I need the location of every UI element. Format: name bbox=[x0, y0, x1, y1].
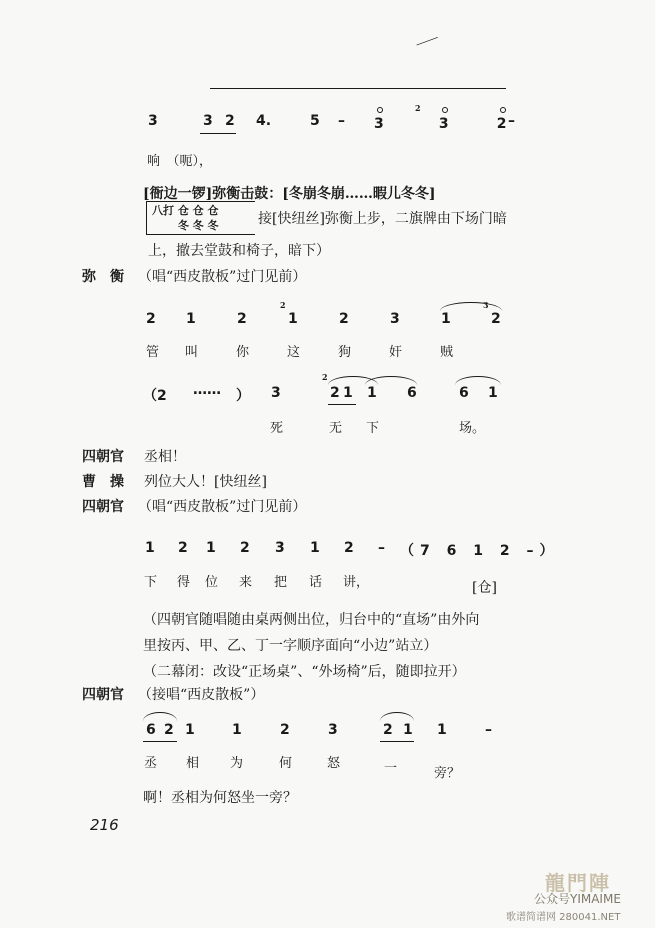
note: 6 bbox=[407, 385, 417, 401]
lyric: 你 bbox=[236, 345, 250, 360]
speaker-name: 四朝官 bbox=[82, 687, 124, 703]
lyric: 怒 bbox=[327, 756, 341, 771]
slur bbox=[143, 712, 177, 721]
lyric: 把 bbox=[274, 575, 288, 590]
grace-note: 2 bbox=[280, 300, 286, 310]
note: 2 bbox=[225, 113, 235, 129]
slur bbox=[365, 376, 417, 385]
percussion-bottom: 冬 冬 冬 bbox=[152, 219, 219, 232]
lyric: 相 bbox=[186, 756, 200, 771]
lyric: 死 bbox=[270, 421, 284, 436]
grace-note: 2 bbox=[415, 103, 421, 113]
speaker-speech: 丞相！ bbox=[144, 449, 186, 465]
note: 1 bbox=[488, 385, 498, 401]
score-row-1 bbox=[0, 0, 655, 169]
note: 3 bbox=[390, 311, 400, 327]
note: 1 bbox=[437, 722, 447, 738]
note: 2 bbox=[330, 385, 340, 401]
note: 2 bbox=[164, 722, 174, 738]
note-high: 3 bbox=[374, 116, 384, 132]
speaker-direction: （唱“西皮散板”过门见前） bbox=[138, 499, 307, 515]
speaker-speech: 列位大人！[快纽丝] bbox=[144, 474, 267, 490]
note: 2 bbox=[491, 311, 501, 327]
grace-note: 2 bbox=[322, 372, 328, 382]
slur bbox=[380, 712, 414, 721]
direction-line: 上，撤去堂鼓和椅子，暗下） bbox=[148, 243, 330, 259]
lyric: 下 bbox=[144, 575, 158, 590]
lyric-line: 响 （呃）， bbox=[147, 154, 213, 169]
percussion-cue: [仓] bbox=[472, 580, 497, 596]
note: 1 bbox=[145, 540, 155, 556]
lyric: 管 bbox=[146, 345, 160, 360]
note: 5 bbox=[310, 113, 320, 129]
lyric: 这 bbox=[287, 345, 301, 360]
interlude-open: （2 bbox=[143, 388, 167, 404]
note: 3 bbox=[271, 385, 281, 401]
speaker-direction: （唱“西皮散板”过门见前） bbox=[138, 269, 307, 285]
underline bbox=[380, 741, 414, 742]
ink-mark: ⸺ bbox=[413, 29, 442, 53]
underline bbox=[328, 404, 356, 405]
direction-line: （四朝官随唱随由桌两侧出位，归台中的“直场”由外向 bbox=[143, 612, 480, 628]
note: 1 bbox=[441, 311, 451, 327]
lyric: 旁？ bbox=[434, 766, 461, 781]
lyric: 何 bbox=[279, 756, 293, 771]
lyric: 叫 bbox=[185, 345, 199, 360]
note: 2 bbox=[280, 722, 290, 738]
speaker-name: 四朝官 bbox=[82, 499, 124, 515]
underline bbox=[200, 133, 236, 134]
slur bbox=[455, 376, 501, 385]
dash: – bbox=[485, 722, 492, 738]
note: 2 bbox=[178, 540, 188, 556]
note: 2 bbox=[146, 311, 156, 327]
lyric: 为 bbox=[230, 756, 244, 771]
dash: – bbox=[378, 540, 385, 556]
spoken-line: 啊！丞相为何怒坐一旁？ bbox=[143, 790, 297, 806]
dash: – bbox=[338, 113, 345, 129]
note: 3 bbox=[328, 722, 338, 738]
percussion-top: 八打 仓 仓 仓 bbox=[152, 204, 219, 217]
watermark-line-1: 公众号YIMAIME bbox=[534, 892, 621, 906]
note: 1 bbox=[367, 385, 377, 401]
watermark-line-2: 歌谱简谱网 280041.NET bbox=[506, 912, 621, 923]
note: 2 bbox=[383, 722, 393, 738]
speaker-name: 弥 衡 bbox=[82, 269, 124, 285]
direction-line: [衙边一锣]弥衡击鼓：[冬崩冬崩……暇儿冬冬] bbox=[143, 186, 436, 202]
lyric: 场。 bbox=[459, 421, 486, 436]
interlude-dots: …… bbox=[193, 382, 221, 398]
note: 3 bbox=[203, 113, 213, 129]
note-high: 2 bbox=[496, 116, 507, 132]
lyric: 讲， bbox=[343, 575, 370, 590]
direction-line: （二幕闭：改设“正场桌”、“外场椅”后，随即拉开） bbox=[143, 664, 466, 680]
interlude-close: ） bbox=[236, 388, 250, 404]
speaker-name: 四朝官 bbox=[82, 449, 124, 465]
direction-line: 接[快纽丝]弥衡上步，二旗牌由下场门暗 bbox=[258, 211, 507, 227]
note: 1 bbox=[206, 540, 216, 556]
watermark-brand: 龍門陣 bbox=[545, 871, 611, 895]
note: 2 bbox=[339, 311, 349, 327]
lyric: 下 bbox=[366, 421, 380, 436]
interlude: （7 6 1 2 –） bbox=[400, 543, 560, 559]
underline bbox=[143, 741, 177, 742]
note: 2 bbox=[240, 540, 250, 556]
top-rule bbox=[210, 88, 506, 89]
speaker-name: 曹 操 bbox=[82, 474, 124, 490]
lyric: 丞 bbox=[144, 756, 158, 771]
slur bbox=[440, 302, 502, 311]
note: 6 bbox=[459, 385, 469, 401]
lyric: 无 bbox=[329, 421, 343, 436]
note: 1 bbox=[186, 311, 196, 327]
lyric: 贼 bbox=[440, 345, 454, 360]
page-number: 216 bbox=[90, 816, 119, 834]
note: 1 bbox=[232, 722, 242, 738]
lyric: 位 bbox=[205, 575, 219, 590]
note: 3 bbox=[275, 540, 285, 556]
direction-line: 里按丙、甲、乙、丁一字顺序面向“小边”站立） bbox=[143, 638, 438, 654]
note: 2 bbox=[237, 311, 247, 327]
note: 1 bbox=[288, 311, 298, 327]
lyric: 来 bbox=[239, 575, 253, 590]
note: 2 bbox=[344, 540, 354, 556]
lyric: 奸 bbox=[389, 345, 403, 360]
lyric: 得 bbox=[177, 575, 191, 590]
note: 1 bbox=[310, 540, 320, 556]
speaker-direction: （接唱“西皮散板”） bbox=[138, 687, 265, 703]
lyric: 话 bbox=[309, 575, 323, 590]
dash: – bbox=[508, 113, 515, 129]
note: 6 bbox=[146, 722, 156, 738]
note: 1 bbox=[403, 722, 413, 738]
note-high: 3 bbox=[438, 116, 449, 132]
note: 1 bbox=[185, 722, 195, 738]
note: 3 bbox=[148, 113, 158, 129]
lyric: 狗 bbox=[338, 345, 352, 360]
note: 1 bbox=[343, 385, 353, 401]
grace-note: 3 bbox=[483, 300, 489, 310]
lyric: 一 bbox=[384, 761, 398, 776]
note: 4. bbox=[256, 113, 272, 129]
